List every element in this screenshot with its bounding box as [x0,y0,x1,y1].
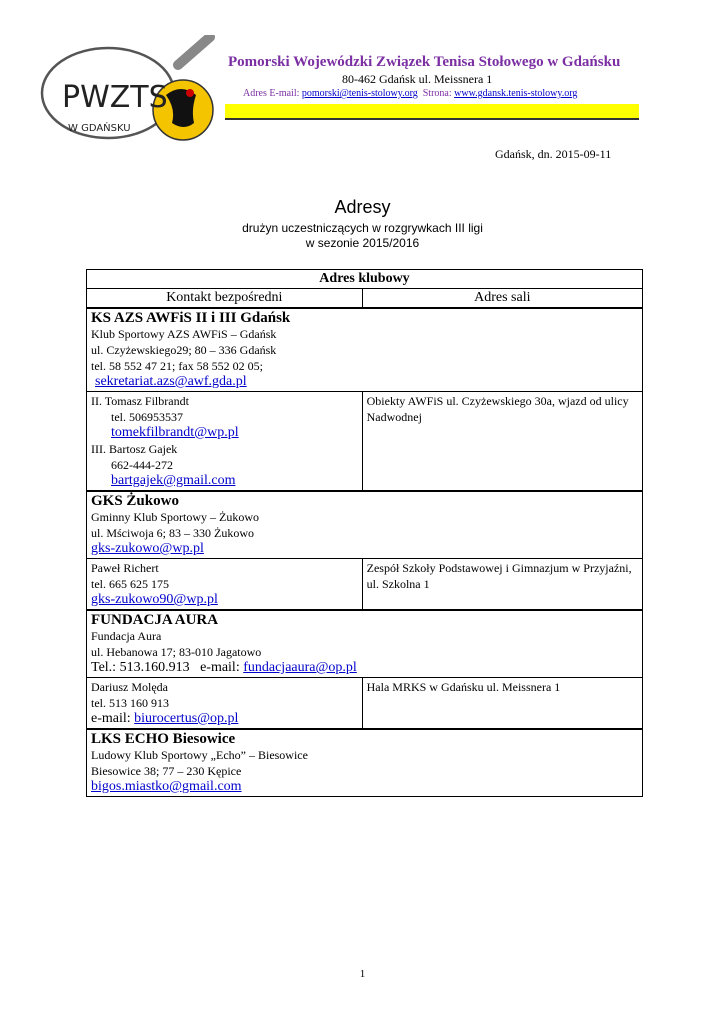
club-street: Biesowice 38; 77 – 230 Kępice [91,764,242,778]
contact-name: Dariusz Molęda [91,680,168,694]
page-title: Adresy [334,197,391,217]
contact-name: II. Tomasz Filbrandt [91,394,189,408]
contact-email-link[interactable]: bartgajek@gmail.com [111,473,236,488]
col-header-hall: Adres sali [362,289,642,309]
contact-tel: tel. 506953537 [111,410,183,424]
org-contact [243,88,577,99]
org-email-link[interactable]: pomorski@tenis-stolowy.org [301,88,418,99]
header-bar [225,104,639,120]
contact-email-link[interactable]: tomekfilbrandt@wp.pl [111,425,239,440]
subtitle-1: drużyn uczestniczących w rozgrywkach III ligi [242,221,483,235]
org-site-link[interactable]: www.gdansk.tenis-stolowy.org [454,88,578,99]
club-row [87,491,643,559]
org-address: 80-462 Gdańsk ul. Meissnera 1 [342,72,493,86]
contact-email-link[interactable]: biurocertus@op.pl [134,711,239,726]
club-fullname: Klub Sportowy AZS AWFiS – Gdańsk [91,327,277,341]
club-fullname: Fundacja Aura [91,629,162,643]
club-street: ul. Czyżewskiego29; 80 – 336 Gdańsk [91,343,277,357]
address-table [86,269,643,797]
email-label: Adres E-mail: [243,88,300,99]
logo [38,35,223,145]
contact-tel: tel. 665 625 175 [91,577,169,591]
contact-row [87,559,643,611]
contact-row [87,392,643,492]
page-number: 1 [359,968,366,980]
club-email-link[interactable]: gks-zukowo@wp.pl [91,541,204,556]
club-row [87,308,643,392]
hall-address: Obiekty AWFiS ul. Czyżewskiego 30a, wjazd od ulicy Nadwodnej [362,392,642,492]
club-email-link[interactable]: fundacjaaura@op.pl [243,660,357,675]
hall-address: Hala MRKS w Gdańsku ul. Meissnera 1 [362,678,642,730]
contact-name: Paweł Richert [91,561,159,575]
svg-text:PWZTS: PWZTS [62,80,168,115]
svg-text:W GDAŃSKU: W GDAŃSKU [68,123,131,134]
club-name: GKS Żukowo [91,493,179,509]
col-header-contact: Kontakt bezpośredni [87,289,363,309]
club-fullname: Ludowy Klub Sportowy „Echo” – Biesowice [91,748,308,762]
club-name: LKS ECHO Biesowice [91,731,236,747]
club-street: ul. Mściwoja 6; 83 – 330 Żukowo [91,526,254,540]
club-email-link[interactable]: sekretariat.azs@awf.gda.pl [95,374,247,389]
club-name: KS AZS AWFiS II i III Gdańsk [91,310,291,326]
contact-tel: 662-444-272 [111,458,173,472]
org-name: Pomorski Wojewódzki Związek Tenisa Stołowego w Gdańsku [228,54,621,70]
table-header: Adres klubowy [87,270,643,289]
club-name: FUNDACJA AURA [91,612,219,628]
contact-email-label: e-mail: [91,711,135,726]
contact-row [87,678,643,730]
club-tel: Tel.: 513.160.913 e-mail: [91,660,244,675]
club-row [87,729,643,797]
club-street: ul. Hebanowa 17; 83-010 Jagatowo [91,645,262,659]
club-fullname: Gminny Klub Sportowy – Żukowo [91,510,259,524]
contact-name: III. Bartosz Gajek [91,442,178,456]
contact-email-link[interactable]: gks-zukowo90@wp.pl [91,592,218,607]
site-label: Strona: [422,88,452,99]
club-email-link[interactable]: bigos.miastko@gmail.com [91,779,242,794]
hall-address: Zespół Szkoły Podstawowej i Gimnazjum w Przyjaźni, ul. Szkolna 1 [362,559,642,611]
club-row [87,610,643,678]
subtitle-2: w sezonie 2015/2016 [305,236,420,250]
club-phone: tel. 58 552 47 21; fax 58 552 02 05; [91,359,263,373]
document-date: Gdańsk, dn. 2015-09-11 [495,147,612,161]
contact-tel: tel. 513 160 913 [91,696,169,710]
